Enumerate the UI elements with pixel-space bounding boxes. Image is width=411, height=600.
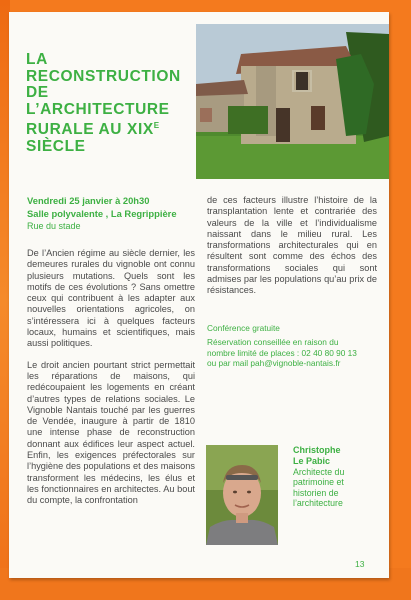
- booking-info: [207, 323, 382, 369]
- speaker-first-name: Christophe: [293, 445, 341, 455]
- title-line-2: DE L’ARCHITECTURE: [26, 84, 170, 118]
- speaker-role-line: patrimoine et: [293, 477, 344, 488]
- title-century-suffix: E: [153, 121, 160, 130]
- speaker-role: [293, 467, 383, 508]
- title-line-1: LA RECONSTRUCTION: [26, 51, 181, 85]
- event-street: Rue du stade: [27, 221, 81, 231]
- page-number: 13: [355, 559, 365, 569]
- body-paragraph: Le droit ancien pourtant strict permettait les réparations de maisons, qui redécoupaient les logements en créant d’autres types de relations sociales. Le Vignoble Nantais touché par les guerres de Vendée, inaugure à partir de 1810 une intense phase de reconstruction donnant aux édifices leur aspect actuel. Enfin, les exigences préfectorales sur l’hygiène des populations et des maisons transforment les médecins, les élus et les fonctionnaires en architectes. Au bout du compte, la confrontation: [27, 359, 195, 506]
- brochure-page: [9, 12, 389, 578]
- speaker-name: [293, 445, 341, 466]
- event-date: Vendredi 25 janvier à 20h30: [27, 195, 150, 206]
- house-photo: [196, 24, 389, 179]
- speaker-role-line: historien de: [293, 487, 339, 498]
- speaker-role-line: l’architecture: [293, 497, 343, 508]
- speaker-portrait: [206, 445, 278, 545]
- page-title: [26, 52, 196, 155]
- speaker-last-name: Le Pabic: [293, 455, 331, 466]
- booking-email-line: ou par mail pah@vignoble-nantais.fr: [207, 358, 341, 369]
- body-column-left: [27, 248, 195, 517]
- body-column-right: [207, 195, 377, 307]
- free-conference-label: Conférence gratuite: [207, 323, 280, 333]
- speaker-role-line: Architecte du: [293, 467, 345, 477]
- event-venue: Salle polyvalente , La Regrippière: [27, 208, 177, 219]
- title-line-3: RURALE AU XIX: [26, 121, 154, 138]
- title-line-4: SIÈCLE: [26, 137, 86, 155]
- body-paragraph: de ces facteurs illustre l’histoire de la transplantation lente et contrariée des valeurs de la ville et l’individualisme naissant dans le milieu rural. Les transformations architecturales qui en résultent sont comme des échos des transformations sociales qui sont admises par les populations qu’au prix de résistances.: [207, 195, 377, 296]
- body-paragraph: De l’Ancien régime au siècle dernier, les demeures rurales du vignoble ont connu plusieurs mutations. Quels sont les motifs de ces évolutions ? Sans omettre ceux qui contribuent à les adapter aux nouvelles orientations agricoles, on s’intéressera ici à quelques facteurs locaux, humains et scientifiques, mais aussi politiques.: [27, 248, 195, 349]
- booking-line: Réservation conseillée en raison du: [207, 337, 339, 348]
- booking-phone-line: nombre limité de places : 02 40 80 90 13: [207, 347, 357, 358]
